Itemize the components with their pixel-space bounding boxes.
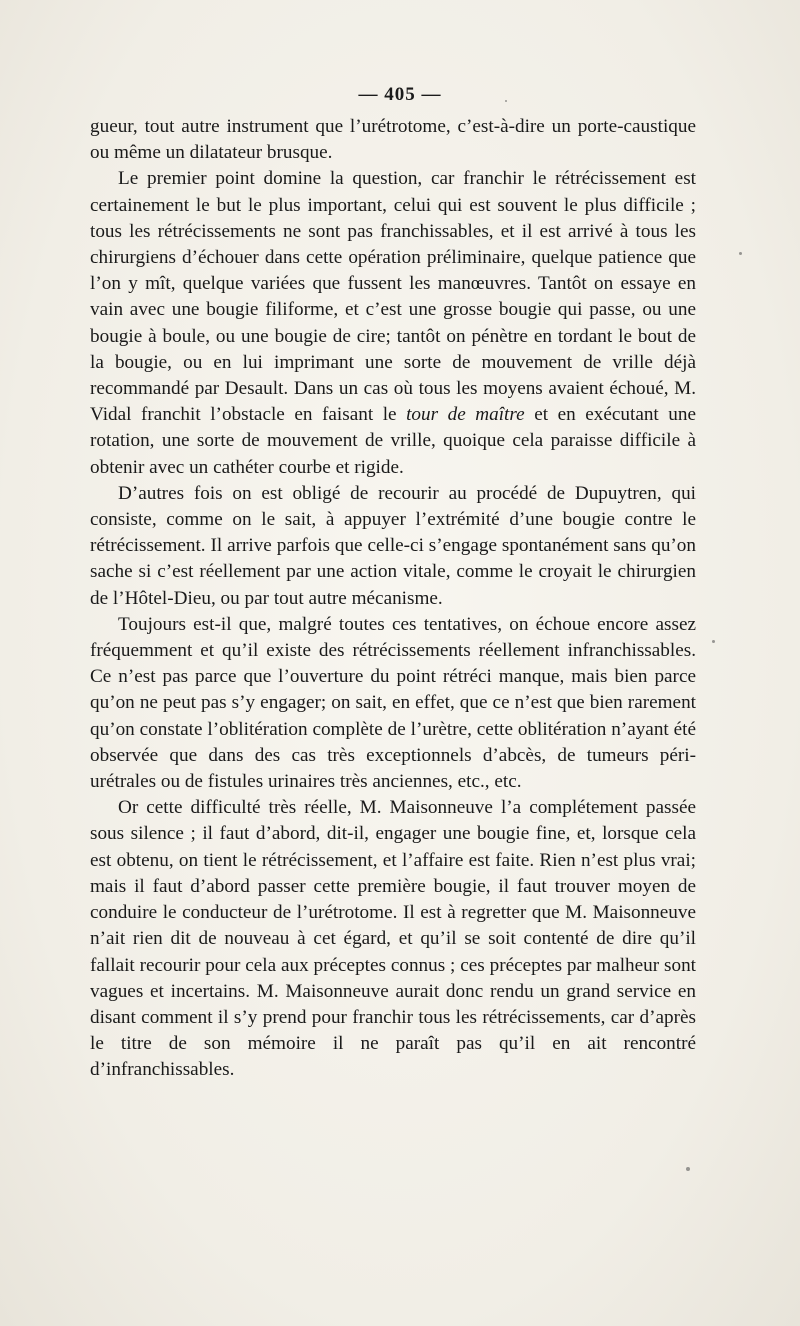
paragraph-5-text: Or cette difficulté très réelle, M. Maisonneuve l’a complétement passée sous silence ; il faut d’abord, dit-il, engager une bougie fine, et, lorsque cela est obtenu, on tient le rétrécissement, et l’affaire est faite. Rien n’est plus vrai; mais il faut d’abord passer cette première bougie, il faut trouver moyen de conduire le conducteur de l’urétrotome. Il est à regretter que M. Maisonneuve n’ait rien dit de nouveau à cet égard, et qu’il se soit contenté de dire qu’il fallait recourir pour cela aux préceptes connus ; ces préceptes par malheur sont vagues et incertains. M. Maisonneuve aurait donc rendu un grand service en disant comment il s’y prend pour franchir tous les rétrécissements, car d’après le titre de son mémoire il ne paraît pas qu’il en ait rencontré d’infranchissables. <box>90 797 696 1081</box>
paragraph-3 <box>90 481 696 612</box>
page-number: — 405 — <box>358 84 442 105</box>
body-text <box>90 114 696 1084</box>
paragraph-2-text: Le premier point domine la question, car franchir le rétrécissement est certainement le but le plus important, celui qui est souvent le plus difficile ; tous les rétrécissements ne sont pas franchissables, et il est arrivé à tous les chirurgiens d’échouer dans cette opération préliminaire, quelque patience que l’on y mît, quelque variées que fussent les manœuvres. Tantôt on essaye en vain avec une bougie filiforme, et c’est une grosse bougie qui passe, ou une bougie à boule, ou une bougie de cire; tantôt on pénètre en tordant le bout de la bougie, ou en lui imprimant une sorte de mouvement de vrille déjà recommandé par Desault. Dans un cas où tous les moyens avaient échoué, M. Vidal franchit l’obstacle en faisant le <box>90 168 696 426</box>
paragraph-1 <box>90 114 696 166</box>
paragraph-2 <box>90 166 696 480</box>
paragraph-5 <box>90 795 696 1083</box>
ink-speck <box>739 252 742 255</box>
paragraph-3-text: D’autres fois on est obligé de recourir au procédé de Dupuytren, qui consiste, comme on le sait, à appuyer l’extrémité d’une bougie contre le rétrécissement. Il arrive parfois que celle-ci s’engage spontanément sans qu’on sache si c’est réellement par une action vitale, comme le croyait le chirurgien de l’Hôtel-Dieu, ou par tout autre mécanisme. <box>90 482 696 609</box>
paragraph-2-text-after: et en exécutant une rotation, une sorte de mouvement de vrille, quoique cela paraisse difficile à obtenir avec un cathéter courbe et rigide. <box>90 404 697 478</box>
paragraph-4-text: Toujours est-il que, malgré toutes ces tentatives, on échoue encore assez fréquemment et qu’il existe des rétrécissements réellement infranchissables. Ce n’est pas parce que l’ouverture du point rétréci manque, mais bien parce qu’on ne peut pas s’y engager; on sait, en effet, que ce n’est que bien rarement qu’on constate l’oblitération complète de l’urètre, cette oblitération n’ayant été observée que dans des cas très exceptionnels d’abcès, de tumeurs péri-urétrales ou de fistules urinaires très anciennes, etc., etc. <box>90 613 696 793</box>
ink-speck <box>712 640 715 643</box>
ink-speck <box>686 1167 690 1171</box>
paragraph-1-text: gueur, tout autre instrument que l’urétrotome, c’est-à-dire un porte-caustique ou même un dilatateur brusque. <box>90 116 696 164</box>
italic-phrase: tour de maître <box>406 404 525 426</box>
ink-speck <box>505 100 507 102</box>
paragraph-4 <box>90 612 696 795</box>
